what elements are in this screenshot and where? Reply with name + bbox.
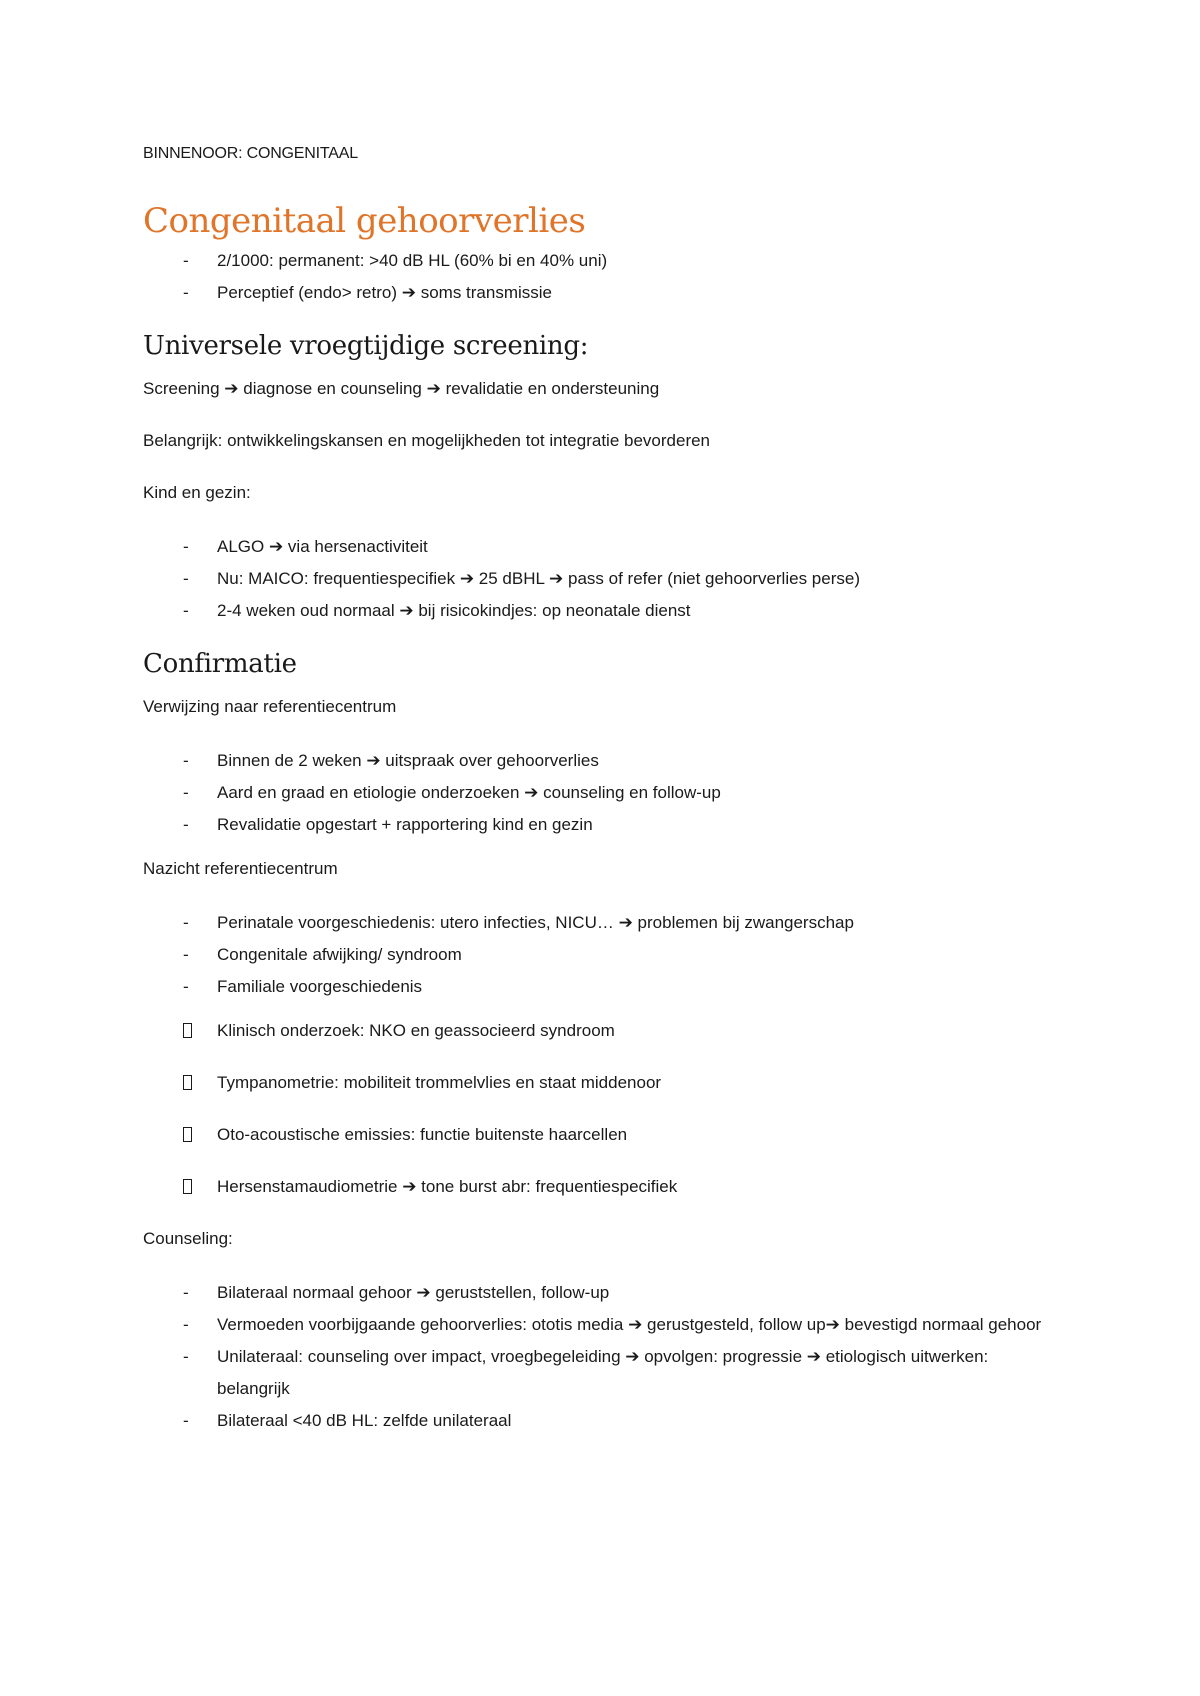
symbol-list [143,1017,1063,1201]
list-item-text: Klinisch onderzoek: NKO en geassocieerd syndroom [217,1021,615,1040]
list-item [143,1405,1063,1437]
bullet: - [183,977,189,996]
list-item-text: Perinatale voorgeschiedenis: utero infecties, NICU… ➔ problemen bij zwangerschap [217,913,854,932]
list-item-text: Bilateraal normaal gehoor ➔ geruststellen, follow-up [217,1283,610,1302]
list-item [143,1277,1063,1309]
bullet: - [183,1347,189,1366]
bullet: - [183,601,189,620]
list-item [143,595,1063,627]
list-item [143,1017,1063,1045]
missing-glyph-icon [183,1127,192,1142]
bullet: - [183,1315,189,1334]
screening-list [143,531,1063,627]
bullet: - [183,783,189,802]
list-item-text: Binnen de 2 weken ➔ uitspraak over gehoorverlies [217,751,599,770]
paragraph: Nazicht referentiecentrum [143,859,338,878]
list-item [143,1069,1063,1097]
missing-glyph-icon [183,1023,192,1038]
confirmatie-list-1 [143,745,1063,841]
section-heading-screening: Universele vroegtijdige screening: [143,331,589,361]
list-item-text: 2/1000: permanent: >40 dB HL (60% bi en 40% uni) [217,251,608,270]
paragraph: Screening ➔ diagnose en counseling ➔ revalidatie en ondersteuning [143,379,660,398]
list-item-text: Familiale voorgeschiedenis [217,977,423,996]
bullet: - [183,283,189,302]
list-item-text: Tympanometrie: mobiliteit trommelvlies en staat middenoor [217,1073,662,1092]
list-item [143,531,1063,563]
list-item-text: Vermoeden voorbijgaande gehoorverlies: ototis media ➔ gerustgesteld, follow up➔ bevestigd normaal gehoor [217,1315,1042,1334]
list-item-text: Oto-acoustische emissies: functie buitenste haarcellen [217,1125,628,1144]
list-item-text: 2-4 weken oud normaal ➔ bij risicokindjes: op neonatale dienst [217,601,691,620]
confirmatie-list-2 [143,907,1063,1003]
list-item [143,777,1063,809]
paragraph: Verwijzing naar referentiecentrum [143,697,397,716]
list-item [143,971,1063,1003]
page-header: BINNENOOR: CONGENITAAL [143,145,358,162]
counseling-list [143,1277,1063,1437]
page-title: Congenitaal gehoorverlies [143,201,586,241]
list-item-text: ALGO ➔ via hersenactiviteit [217,537,428,556]
list-item [143,563,1063,595]
bullet: - [183,1283,189,1302]
list-item-text: Congenitale afwijking/ syndroom [217,945,462,964]
bullet: - [183,913,189,932]
list-item-text: Revalidatie opgestart + rapportering kind en gezin [217,815,593,834]
list-item-text: Unilateraal: counseling over impact, vroegbegeleiding ➔ opvolgen: progressie ➔ etiologisch uitwerken: belangrijk [217,1347,989,1398]
list-item [143,1309,1063,1341]
bullet: - [183,537,189,556]
list-item-text: Perceptief (endo> retro) ➔ soms transmissie [217,283,553,302]
intro-list [143,245,1063,309]
list-item [143,939,1063,971]
bullet: - [183,569,189,588]
missing-glyph-icon [183,1179,192,1194]
document-content [143,145,1063,1451]
bullet: - [183,1411,189,1430]
list-item [143,907,1063,939]
bullet: - [183,751,189,770]
bullet: - [183,815,189,834]
paragraph: Counseling: [143,1229,233,1248]
list-item [143,277,1063,309]
list-item [143,1341,1063,1405]
paragraph: Kind en gezin: [143,483,251,502]
list-item [143,245,1063,277]
paragraph: Belangrijk: ontwikkelingskansen en mogelijkheden tot integratie bevorderen [143,431,711,450]
list-item-text: Hersenstamaudiometrie ➔ tone burst abr: frequentiespecifiek [217,1177,678,1196]
list-item [143,1173,1063,1201]
missing-glyph-icon [183,1075,192,1090]
list-item [143,809,1063,841]
list-item-text: Aard en graad en etiologie onderzoeken ➔ counseling en follow-up [217,783,721,802]
bullet: - [183,251,189,270]
bullet: - [183,945,189,964]
list-item [143,1121,1063,1149]
list-item-text: Nu: MAICO: frequentiespecifiek ➔ 25 dBHL ➔ pass of refer (niet gehoorverlies perse) [217,569,860,588]
list-item-text: Bilateraal <40 dB HL: zelfde unilateraal [217,1411,512,1430]
list-item [143,745,1063,777]
section-heading-confirmatie: Confirmatie [143,649,297,679]
